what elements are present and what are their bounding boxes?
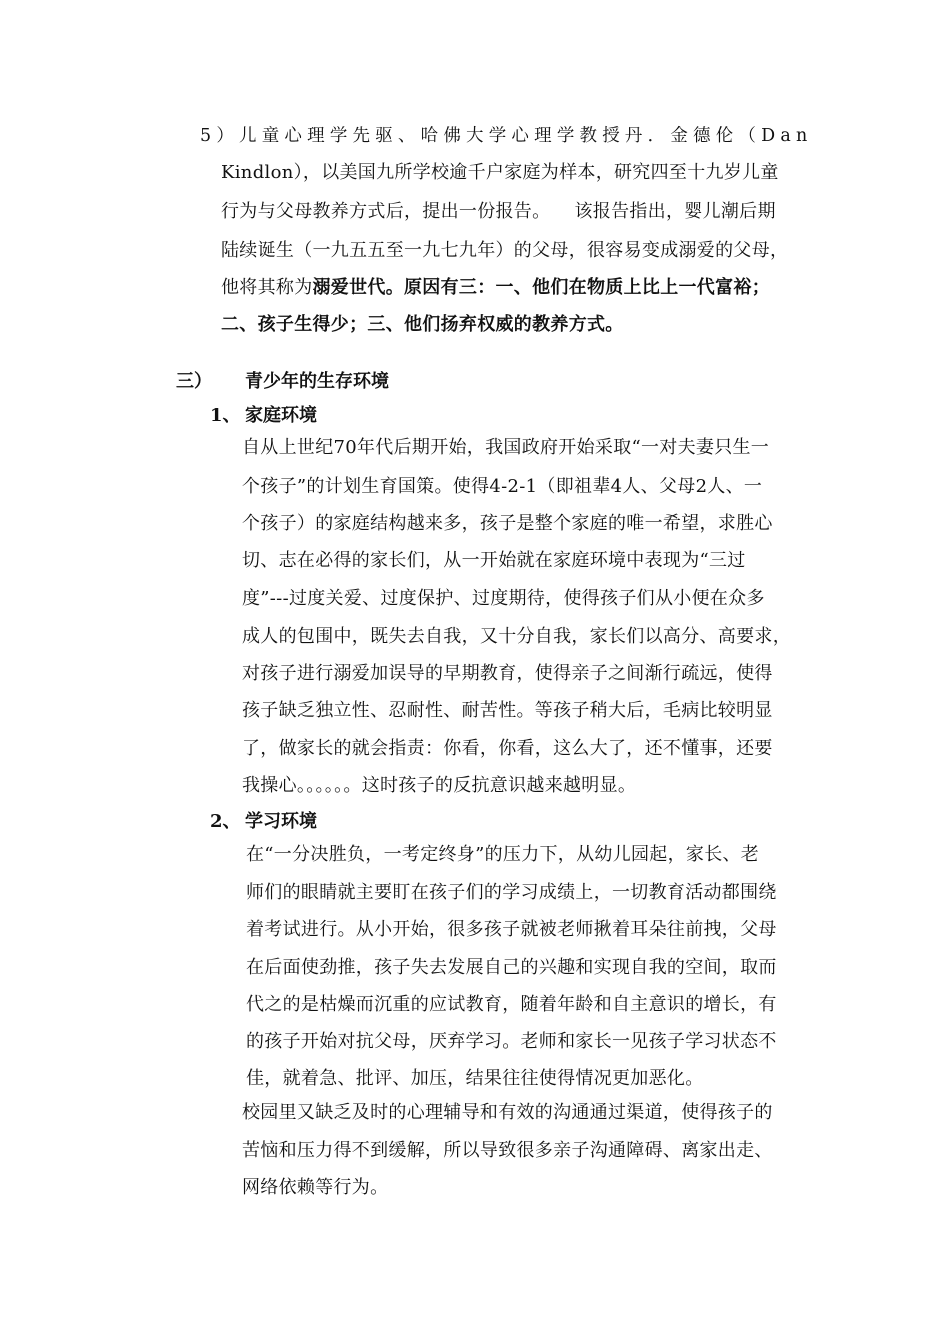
- subsection-1-title: 家庭环境: [245, 405, 317, 426]
- item5-line-5-normal: 他将其称为: [221, 277, 313, 298]
- subsection-1-number: 1、: [210, 405, 241, 426]
- item5-line-3: 行为与父母教养方式后，提出一份报告。 该报告指出，婴儿潮后期: [221, 201, 776, 222]
- sub2-line-3: 着考试进行。从小开始，很多孩子就被老师揪着耳朵往前拽，父母: [246, 919, 777, 940]
- sub1-line-10: 我操心。。。。。。这时孩子的反抗意识越来越明显。: [242, 775, 637, 796]
- sub2-line-7: 佳，就着急、批评、加压，结果往往使得情况更加恶化。: [246, 1068, 704, 1089]
- sub1-line-1: 自从上世纪70年代后期开始，我国政府开始采取“一对夫妻只生一: [242, 437, 770, 458]
- sub2-line-4: 在后面使劲推，孩子失去发展自己的兴趣和实现自我的空间，取而: [246, 957, 777, 978]
- sub1-line-5: 度”---过度关爱、过度保护、过度期待，使得孩子们从小便在众多: [242, 588, 765, 609]
- sub1-line-7: 对孩子进行溺爱加误导的早期教育，使得亲子之间渐行疏远，使得: [242, 663, 773, 684]
- sub2-extra-line-3: 网络依赖等行为。: [242, 1177, 389, 1198]
- sub1-line-9: 了，做家长的就会指责：你看，你看，这么大了，还不懂事，还要: [242, 738, 773, 759]
- sub2-line-2: 师们的眼睛就主要盯在孩子们的学习成绩上，一切教育活动都围绕: [246, 882, 777, 903]
- sub1-line-8: 孩子缺乏独立性、忍耐性、耐苦性。等孩子稍大后，毛病比较明显: [242, 700, 773, 721]
- sub1-line-3: 个孩子）的家庭结构越来多，孩子是整个家庭的唯一希望，求胜心: [242, 513, 773, 534]
- subsection-2-number: 2、: [210, 811, 241, 832]
- sub1-line-6: 成人的包围中，既失去自我，又十分自我，家长们以高分、高要求，: [242, 626, 791, 647]
- item5-line-6: 二、孩子生得少；三、他们扬弃权威的教养方式。: [221, 314, 624, 335]
- sub2-line-5: 代之的是枯燥而沉重的应试教育，随着年龄和自主意识的增长，有: [246, 994, 777, 1015]
- section-3-number: 三）: [176, 371, 212, 392]
- item5-line-2: Kindlon），以美国九所学校逾千户家庭为样本，研究四至十九岁儿童: [221, 162, 779, 183]
- subsection-2-heading: [210, 810, 317, 834]
- sub2-extra-line-2: 苦恼和压力得不到缓解，所以导致很多亲子沟通障碍、离家出走、: [242, 1140, 773, 1161]
- item5-line-5: [221, 276, 770, 300]
- subsection-1-heading: [210, 404, 317, 428]
- sub2-line-6: 的孩子开始对抗父母，厌弃学习。老师和家长一见孩子学习状态不: [246, 1031, 777, 1052]
- sub2-extra-line-1: 校园里又缺乏及时的心理辅导和有效的沟通通过渠道，使得孩子的: [242, 1102, 773, 1123]
- sub1-line-4: 切、志在必得的家长们，从一开始就在家庭环境中表现为“三过: [242, 550, 746, 571]
- section-3-heading: [176, 370, 389, 394]
- item5-line-4: 陆续诞生（一九五五至一九七九年）的父母，很容易变成溺爱的父母，: [221, 240, 789, 261]
- section-3-title: 青少年的生存环境: [245, 371, 389, 392]
- subsection-2-title: 学习环境: [245, 811, 317, 832]
- sub1-line-2: 个孩子”的计划生育国策。使得4-2-1（即祖辈4人、父母2人、一: [242, 476, 763, 497]
- sub2-line-1: 在“一分决胜负，一考定终身”的压力下，从幼儿园起，家长、老: [246, 844, 760, 865]
- item5-line-1: 5）儿童心理学先驱、哈佛大学心理学教授丹．金德伦（Dan: [200, 126, 813, 146]
- item5-line-5-bold: 溺爱世代。原因有三：一、他们在物质上比上一代富裕；: [312, 277, 770, 298]
